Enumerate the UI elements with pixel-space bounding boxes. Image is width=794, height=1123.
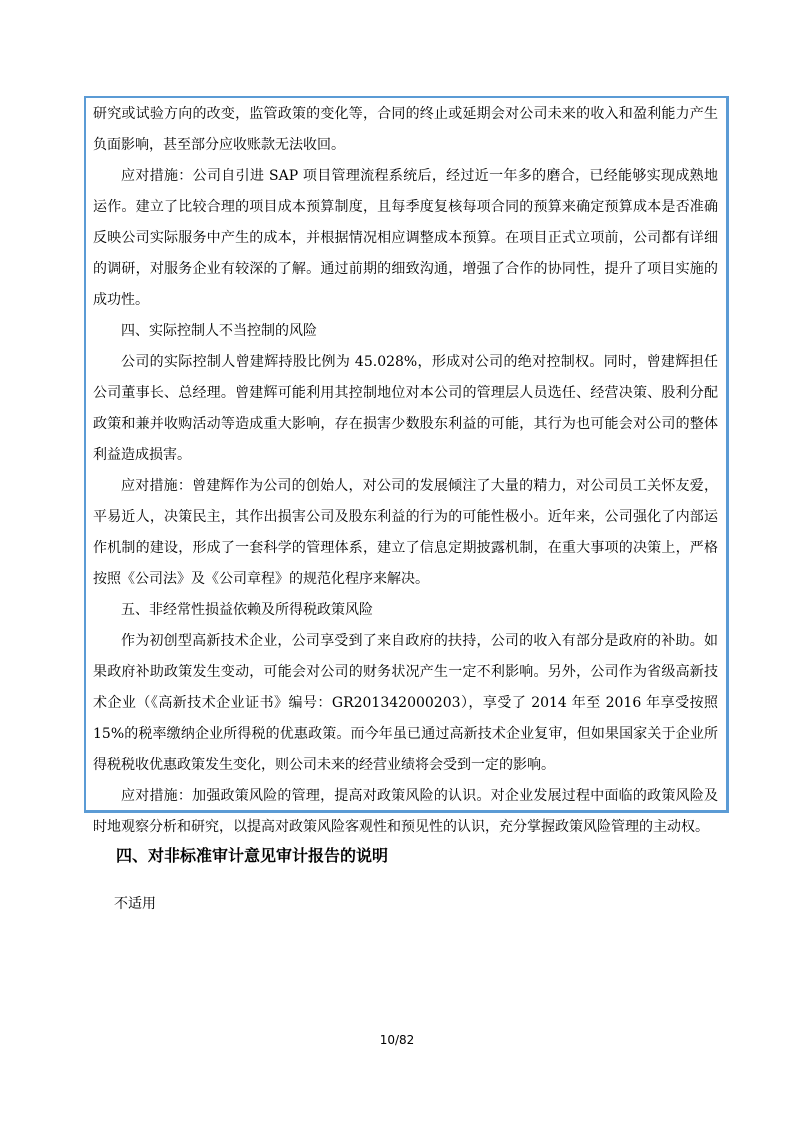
risk-subheading-tax-policy-risk: 五、非经常性损益依赖及所得税政策风险 xyxy=(121,602,373,618)
risk-paragraph-countermeasure-policy: 应对措施：加强政策风险的管理，提高对政策风险的认识。对企业发展过程中面临的政策风险及时地观察分析和研究，以提高对政策风险客观性和预见性的认识，充分掌握政策风险管理的主动权。 xyxy=(93,788,718,835)
risk-paragraph-tax-detail: 作为初创型高新技术企业，公司享受到了来自政府的扶持，公司的收入有部分是政府的补助。如果政府补助政策发生变动，可能会对公司的财务状况产生一定不利影响。另外，公司作为省级高新技术企业（《高新技术企业证书》编号：GR201342000203），享受了 2014 年至 2016 年享受按照 15%的税率缴纳企业所得税的优惠政策。而今年虽已通过高新技术企业复审，但如果国家关于企业所得税税收优惠政策发生变化，则公司未来的经营业绩将会受到一定的影响。 xyxy=(93,633,718,773)
not-applicable-text: 不适用 xyxy=(114,896,156,912)
risk-subheading-controller-risk: 四、实际控制人不当控制的风险 xyxy=(121,323,317,339)
risk-paragraph-countermeasure-controller: 应对措施：曾建辉作为公司的创始人，对公司的发展倾注了大量的精力，对公司员工关怀友爱，平易近人，决策民主，其作出损害公司及股东利益的行为的可能性极小。近年来，公司强化了内部运作机制的建设，形成了一套科学的管理体系，建立了信息定期披露机制，在重大事项的决策上，严格按照《公司法》及《公司章程》的规范化程序来解决。 xyxy=(93,478,718,587)
risk-text-box xyxy=(84,96,729,835)
risk-paragraph-controller-detail: 公司的实际控制人曾建辉持股比例为 45.028%，形成对公司的绝对控制权。同时，曾建辉担任公司董事长、总经理。曾建辉可能利用其控制地位对本公司的管理层人员选任、经营决策、股利分配政策和兼并收购活动等造成重大影响，存在损害少数股东利益的可能，其行为也可能会对公司的整体利益造成损害。 xyxy=(93,354,718,463)
risk-paragraph-continuation: 研究或试验方向的改变，监管政策的变化等，合同的终止或延期会对公司未来的收入和盈利能力产生负面影响，甚至部分应收账款无法收回。 xyxy=(93,106,718,153)
page-number: 10/82 xyxy=(379,1033,415,1047)
risk-paragraph-countermeasure-project: 应对措施：公司自引进 SAP 项目管理流程系统后，经过近一年多的磨合，已经能够实现成熟地运作。建立了比较合理的项目成本预算制度，且每季度复核每项合同的预算来确定预算成本是否准确反映公司实际服务中产生的成本，并根据情况相应调整成本预算。在项目正式立项前，公司都有详细的调研，对服务企业有较深的了解。通过前期的细致沟通，增强了合作的协同性，提升了项目实施的成功性。 xyxy=(93,168,718,308)
section-heading-audit-opinion: 四、对非标准审计意见审计报告的说明 xyxy=(116,846,389,865)
